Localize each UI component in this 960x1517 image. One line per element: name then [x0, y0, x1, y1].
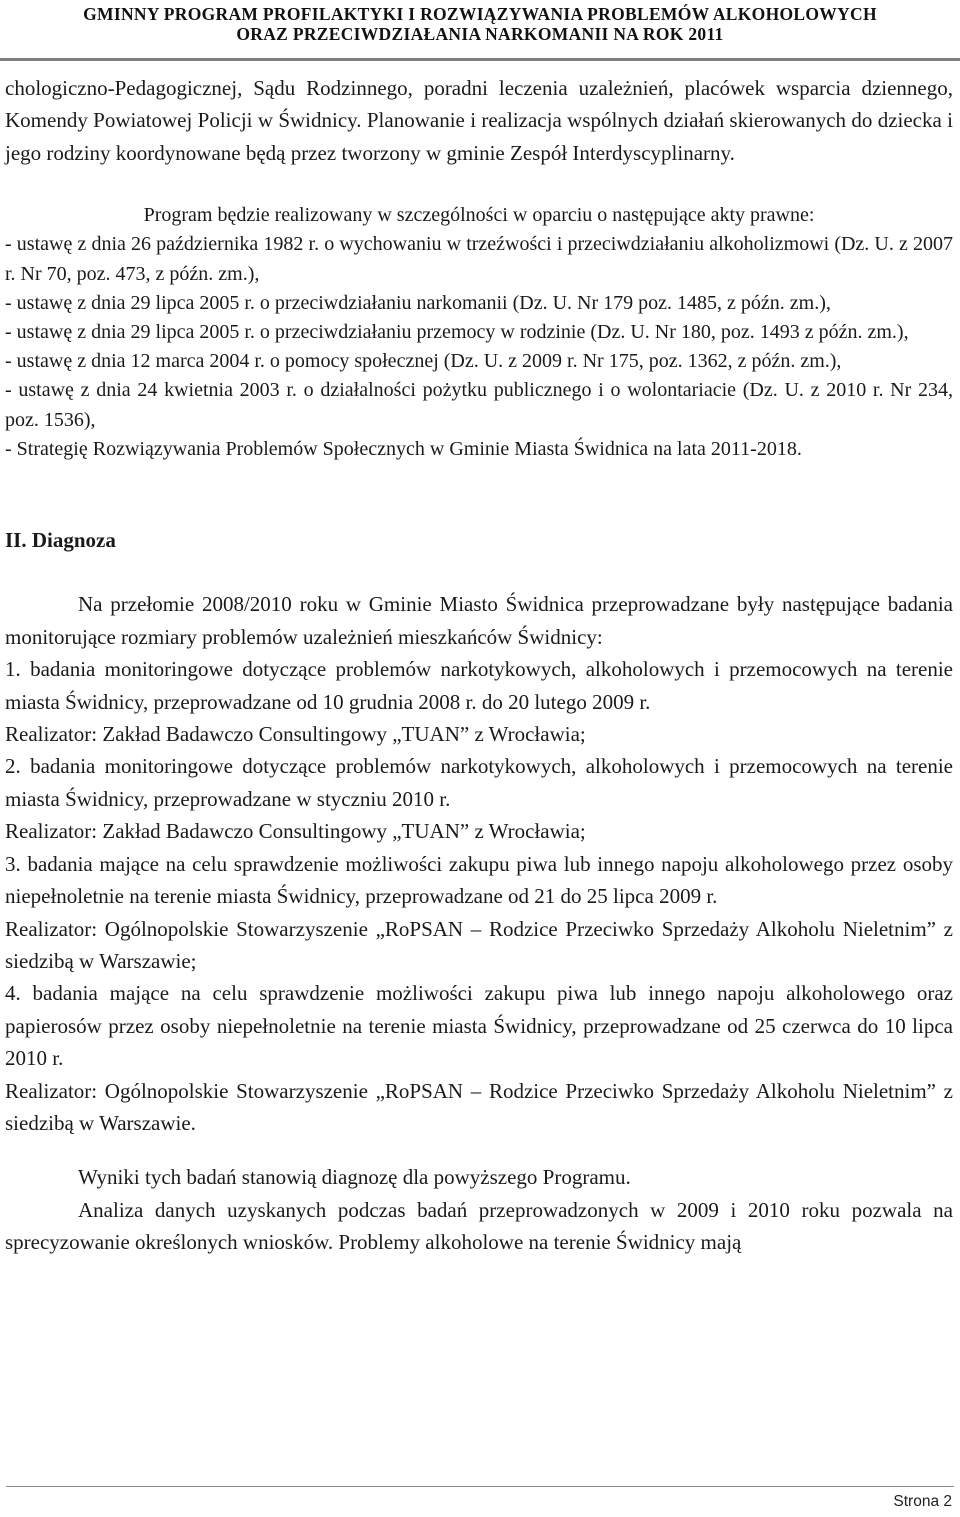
- legal-act-item: - ustawę z dnia 29 lipca 2005 r. o przeciwdziałaniu narkomanii (Dz. U. Nr 179 poz. 1485, z późn. zm.),: [5, 291, 831, 314]
- diagnosis-item: 4. badania mające na celu sprawdzenie możliwości zakupu piwa lub innego napoju alkoholowego oraz papierosów przez osoby niepełnoletnie na terenie miasta Świdnicy, przeprowadzane od 25 czerwca do 10 lipca 2010 r.: [5, 981, 953, 1071]
- page-number: Strona 2: [893, 1493, 952, 1510]
- legal-act-item: - Strategię Rozwiązywania Problemów Społecznych w Gminie Miasta Świdnica na lata 2011-2018.: [5, 437, 802, 460]
- legal-act-item: - ustawę z dnia 29 lipca 2005 r. o przeciwdziałaniu przemocy w rodzinie (Dz. U. Nr 180, poz. 1493 z późn. zm.),: [5, 321, 909, 344]
- legal-acts-section: [5, 201, 953, 464]
- footer-divider: [6, 1486, 954, 1487]
- section-number: II.: [5, 528, 27, 553]
- section-heading: [5, 524, 953, 556]
- diagnosis-item: 2. badania monitoringowe dotyczące problemów narkotykowych, alkoholowych i przemocowych na terenie miasta Świdnicy, przeprowadzane w styczniu 2010 r.: [5, 754, 953, 811]
- conclusion-paragraph: Analiza danych uzyskanych podczas badań przeprowadzonych w 2009 i 2010 roku pozwala na sprecyzowanie określonych wniosków. Problemy alkoholowe na terenie Świdnicy mają: [5, 1197, 953, 1255]
- legal-act-item: - ustawę z dnia 26 października 1982 r. o wychowaniu w trzeźwości i przeciwdziałaniu alkoholizmowi (Dz. U. z 2007 r. Nr 70, poz. 473, z późn. zm.),: [5, 233, 953, 285]
- legal-act-item: - ustawę z dnia 24 kwietnia 2003 r. o działalności pożytku publicznego i o wolontariacie (Dz. U. z 2010 r. Nr 234, poz. 1536),: [5, 379, 953, 431]
- section-title: Diagnoza: [31, 528, 116, 553]
- diagnosis-item: Realizator: Ogólnopolskie Stowarzyszenie „RoPSAN – Rodzice Przeciwko Sprzedaży Alkoholu Nieletnim” z siedzibą w Warszawie;: [5, 916, 953, 973]
- intro-paragraph: chologiczno-Pedagogicznej, Sądu Rodzinnego, poradni leczenia uzależnień, placówek wsparcia dziennego, Komendy Powiatowej Policji w Świdnicy. Planowanie i realizacja wspólnych działań skierowanych do dziecka i jego rodziny koordynowane będą przez tworzony w gminie Zespół Interdyscyplinarny.: [5, 76, 953, 165]
- document-body: [5, 72, 953, 1259]
- legal-acts-lead: Program będzie realizowany w szczególności w oparciu o następujące akty prawne:: [143, 204, 815, 227]
- legal-act-item: - ustawę z dnia 12 marca 2004 r. o pomocy społecznej (Dz. U. z 2009 r. Nr 175, poz. 1362, z późn. zm.),: [5, 350, 842, 373]
- page-footer: [0, 1486, 960, 1517]
- header-line-2: ORAZ PRZECIWDZIAŁANIA NARKOMANII NA ROK 2011: [236, 24, 724, 44]
- diagnosis-item: Realizator: Zakład Badawczo Consultingowy „TUAN” z Wrocławia;: [5, 722, 586, 747]
- diagnosis-item: 1. badania monitoringowe dotyczące problemów narkotykowych, alkoholowych i przemocowych na terenie miasta Świdnicy, przeprowadzane od 10 grudnia 2008 r. do 20 lutego 2009 r.: [5, 657, 953, 714]
- conclusion-paragraph: Wyniki tych badań stanowią diagnozę dla powyższego Programu.: [78, 1165, 631, 1190]
- diagnosis-intro: Na przełomie 2008/2010 roku w Gminie Miasto Świdnica przeprowadzane były następujące badania monitorujące rozmiary problemów uzależnień mieszkańców Świdnicy:: [5, 592, 953, 649]
- diagnosis-item: Realizator: Ogólnopolskie Stowarzyszenie „RoPSAN – Rodzice Przeciwko Sprzedaży Alkoholu Nieletnim” z siedzibą w Warszawie.: [5, 1078, 953, 1135]
- diagnosis-item: Realizator: Zakład Badawczo Consultingowy „TUAN” z Wrocławia;: [5, 819, 586, 844]
- diagnosis-item: 3. badania mające na celu sprawdzenie możliwości zakupu piwa lub innego napoju alkoholowego przez osoby niepełnoletnie na terenie miasta Świdnicy, przeprowadzane od 21 do 25 lipca 2009 r.: [5, 851, 953, 909]
- page-header: [0, 0, 960, 61]
- header-line-1: GMINNY PROGRAM PROFILAKTYKI I ROZWIĄZYWANIA PROBLEMÓW ALKOHOLOWYCH: [83, 4, 877, 24]
